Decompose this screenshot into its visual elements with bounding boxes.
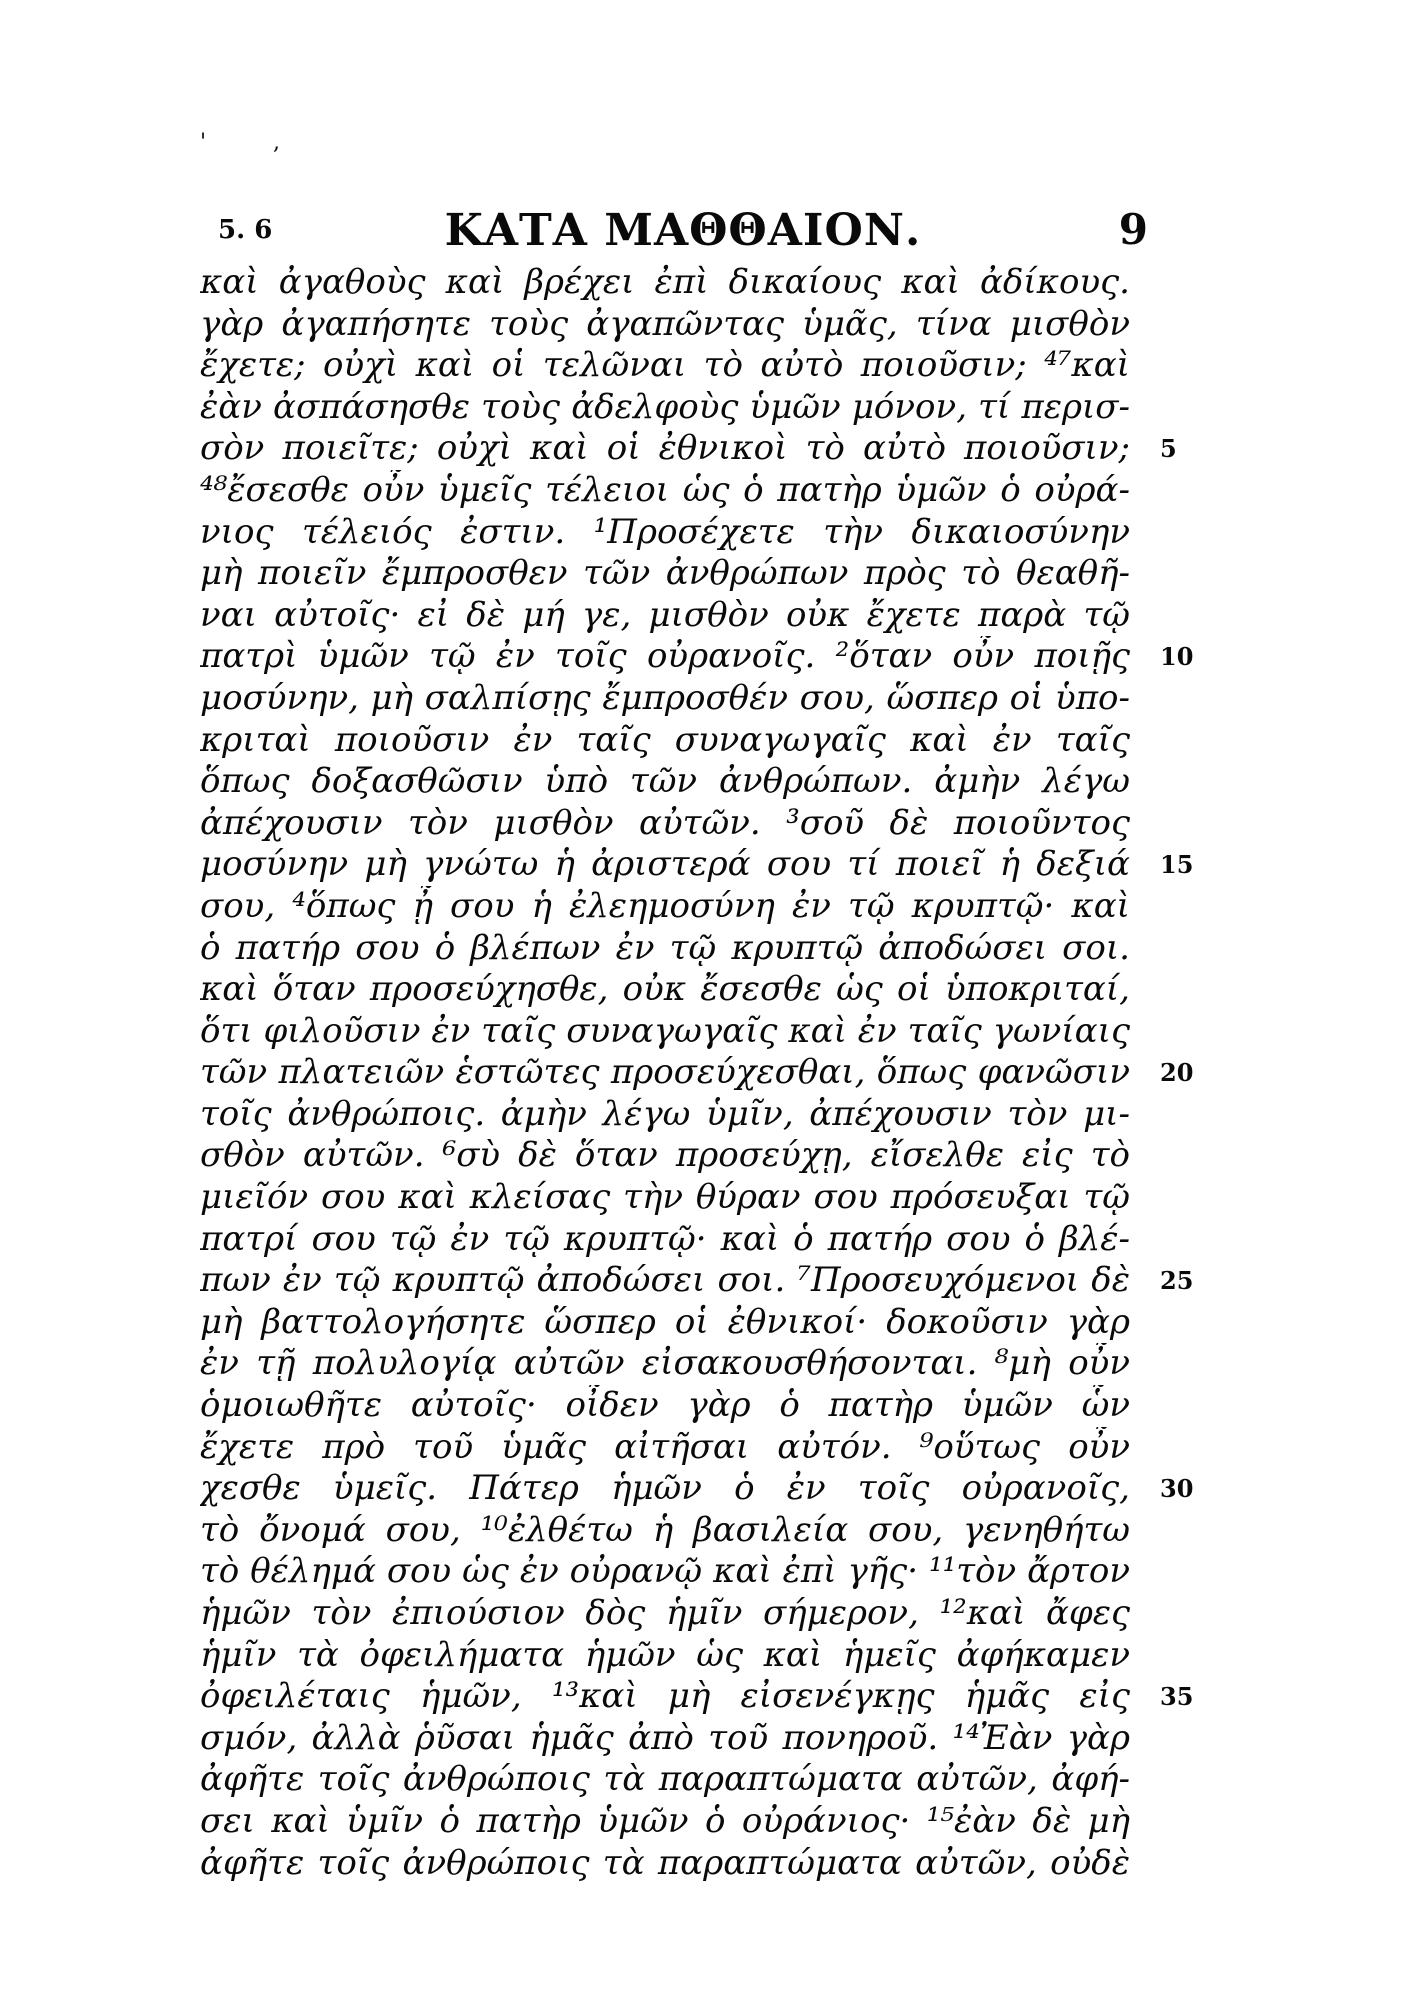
line-text: ἔχετε πρὸ τοῦ ὑμᾶς αἰτῆσαι αὐτόν. ⁹οὕτως οὖν	[200, 1426, 1130, 1467]
line-text: ὀφειλέταις ἡμῶν, ¹³καὶ μὴ εἰσενέγκῃς ἡμᾶς εἰς	[200, 1676, 1130, 1717]
text-line	[200, 969, 1200, 1011]
text-line	[200, 636, 1200, 678]
line-text: ἡμῖν τὰ ὀφειλήματα ἡμῶν ὡς καὶ ἡμεῖς ἀφήκαμεν	[200, 1634, 1130, 1675]
line-text: σει καὶ ὑμῖν ὁ πατὴρ ὑμῶν ὁ οὐράνιος· ¹⁵ἐὰν δὲ μὴ	[200, 1800, 1130, 1841]
line-text: μοσύνην μὴ γνώτω ἡ ἀριστερά σου τί ποιεῖ ἡ δεξιά	[200, 844, 1130, 885]
running-header	[218, 205, 1148, 265]
line-number: 10	[1160, 642, 1194, 672]
line-text: ναι αὐτοῖς· εἰ δὲ μή γε, μισθὸν οὐκ ἔχετε παρὰ τῷ	[200, 594, 1130, 635]
text-line	[200, 1635, 1200, 1677]
text-line	[200, 1343, 1200, 1385]
line-number: 35	[1160, 1682, 1194, 1712]
text-line	[200, 886, 1200, 928]
line-text: τὸ θέλημά σου ὡς ἐν οὐρανῷ καὶ ἐπὶ γῆς· ¹¹τὸν ἄρτον	[200, 1551, 1130, 1592]
line-text: ὅτι φιλοῦσιν ἐν ταῖς συναγωγαῖς καὶ ἐν ταῖς γωνίαις	[200, 1010, 1130, 1051]
line-text: πατρί σου τῷ ἐν τῷ κρυπτῷ· καὶ ὁ πατήρ σου ὁ βλέ-	[200, 1218, 1130, 1259]
line-text: ὁ πατήρ σου ὁ βλέπων ἐν τῷ κρυπτῷ ἀποδώσει σοι.	[200, 927, 1130, 968]
line-text: τῶν πλατειῶν ἑστῶτες προσεύχεσθαι, ὅπως φανῶσιν	[200, 1052, 1130, 1093]
line-text: πατρὶ ὑμῶν τῷ ἐν τοῖς οὐρανοῖς. ²ὅταν οὖν ποιῇς	[200, 636, 1130, 677]
text-line	[200, 844, 1200, 886]
running-title: ΚΑΤΑ ΜΑΘΘΑΙΟΝ.	[444, 205, 922, 256]
line-text: ἀπέχουσιν τὸν μισθὸν αὐτῶν. ³σοῦ δὲ ποιοῦντος	[200, 802, 1130, 843]
line-text: ἔχετε; οὐχὶ καὶ οἱ τελῶναι τὸ αὐτὸ ποιοῦσιν; ⁴⁷καὶ	[200, 345, 1130, 386]
text-line	[200, 720, 1200, 762]
text-line	[200, 595, 1200, 637]
line-text: σμόν, ἀλλὰ ῥῦσαι ἡμᾶς ἀπὸ τοῦ πονηροῦ. ¹⁴Ἐὰν γὰρ	[200, 1717, 1130, 1758]
text-line	[200, 678, 1200, 720]
text-line	[200, 1843, 1200, 1885]
line-text: τὸ ὄνομά σου, ¹⁰ἐλθέτω ἡ βασιλεία σου, γενηθήτω	[200, 1509, 1130, 1550]
text-line	[200, 553, 1200, 595]
text-line	[200, 1510, 1200, 1552]
line-text: νιος τέλειός ἐστιν. ¹Προσέχετε τὴν δικαιοσύνην	[200, 511, 1130, 552]
line-number: 15	[1160, 850, 1194, 880]
text-line	[200, 1593, 1200, 1635]
text-line	[200, 345, 1200, 387]
text-line	[200, 1801, 1200, 1843]
text-line	[200, 761, 1200, 803]
line-text: ἐν τῇ πολυλογίᾳ αὐτῶν εἰσακουσθήσονται. ⁸μὴ οὖν	[200, 1343, 1130, 1384]
line-text: μὴ ποιεῖν ἔμπροσθεν τῶν ἀνθρώπων πρὸς τὸ θεαθῆ-	[200, 553, 1130, 594]
text-line	[200, 304, 1200, 346]
text-line	[200, 1427, 1200, 1469]
text-line	[200, 928, 1200, 970]
text-line	[200, 1385, 1200, 1427]
line-number: 20	[1160, 1058, 1194, 1088]
line-text: μιεῖόν σου καὶ κλείσας τὴν θύραν σου πρόσευξαι τῷ	[200, 1177, 1130, 1218]
page-number: 9	[1118, 205, 1148, 254]
text-line	[200, 1551, 1200, 1593]
line-text: μὴ βαττολογήσητε ὥσπερ οἱ ἐθνικοί· δοκοῦσιν γὰρ	[200, 1301, 1130, 1342]
text-line	[200, 1260, 1200, 1302]
text-line	[200, 1177, 1200, 1219]
text-line	[200, 512, 1200, 554]
text-line	[200, 1219, 1200, 1261]
text-line	[200, 1011, 1200, 1053]
top-marks: ' ,	[200, 130, 311, 155]
line-text: μοσύνην, μὴ σαλπίσῃς ἔμπροσθέν σου, ὥσπερ οἱ ὑπο-	[200, 677, 1130, 718]
text-line	[200, 1052, 1200, 1094]
text-line	[200, 1759, 1200, 1801]
line-number: 5	[1160, 434, 1177, 464]
text-line	[200, 1135, 1200, 1177]
text-line	[200, 1468, 1200, 1510]
line-text: ⁴⁸ἔσεσθε οὖν ὑμεῖς τέλειοι ὡς ὁ πατὴρ ὑμῶν ὁ οὐρά-	[200, 469, 1130, 510]
line-text: ἐὰν ἀσπάσησθε τοὺς ἀδελφοὺς ὑμῶν μόνον, τί περισ-	[200, 386, 1130, 427]
line-text: ἀφῆτε τοῖς ἀνθρώποις τὰ παραπτώματα αὐτῶν, οὐδὲ	[200, 1842, 1130, 1883]
line-number: 30	[1160, 1474, 1194, 1504]
line-text: καὶ ὅταν προσεύχησθε, οὐκ ἔσεσθε ὡς οἱ ὑποκριταί,	[200, 969, 1130, 1010]
text-line	[200, 387, 1200, 429]
text-line	[200, 803, 1200, 845]
text-line	[200, 1094, 1200, 1136]
line-number: 25	[1160, 1266, 1194, 1296]
line-text: κριταὶ ποιοῦσιν ἐν ταῖς συναγωγαῖς καὶ ἐν ταῖς	[200, 719, 1130, 760]
text-line	[200, 1718, 1200, 1760]
line-text: καὶ ἀγαθοὺς καὶ βρέχει ἐπὶ δικαίους καὶ ἀδίκους.	[200, 262, 1130, 302]
line-text: ἡμῶν τὸν ἐπιούσιον δὸς ἡμῖν σήμερον, ¹²καὶ ἄφες	[200, 1593, 1130, 1633]
line-text: πων ἐν τῷ κρυπτῷ ἀποδώσει σοι. ⁷Προσευχόμενοι δὲ	[200, 1260, 1130, 1301]
line-text: τοῖς ἀνθρώποις. ἀμὴν λέγω ὑμῖν, ἀπέχουσιν τὸν μι-	[200, 1093, 1130, 1134]
line-text: ὁμοιωθῆτε αὐτοῖς· οἶδεν γὰρ ὁ πατὴρ ὑμῶν ὧν	[200, 1385, 1130, 1426]
line-text: σου, ⁴ὅπως ᾖ σου ἡ ἐλεημοσύνη ἐν τῷ κρυπτῷ· καὶ	[200, 885, 1130, 926]
text-line	[200, 1676, 1200, 1718]
body-text	[200, 262, 1200, 1884]
line-text: σθὸν αὐτῶν. ⁶σὺ δὲ ὅταν προσεύχῃ, εἴσελθε εἰς τὸ	[200, 1135, 1130, 1176]
line-text: γὰρ ἀγαπήσητε τοὺς ἀγαπῶντας ὑμᾶς, τίνα μισθὸν	[200, 303, 1130, 344]
chapter-reference: 5. 6	[218, 215, 273, 245]
text-line	[200, 1302, 1200, 1344]
text-line	[200, 428, 1200, 470]
line-text: χεσθε ὑμεῖς. Πάτερ ἡμῶν ὁ ἐν τοῖς οὐρανοῖς,	[200, 1468, 1130, 1509]
text-line	[200, 262, 1200, 304]
line-text: ἀφῆτε τοῖς ἀνθρώποις τὰ παραπτώματα αὐτῶν, ἀφή-	[200, 1759, 1130, 1800]
text-line	[200, 470, 1200, 512]
line-text: σὸν ποιεῖτε; οὐχὶ καὶ οἱ ἐθνικοὶ τὸ αὐτὸ ποιοῦσιν;	[200, 428, 1130, 469]
line-text: ὅπως δοξασθῶσιν ὑπὸ τῶν ἀνθρώπων. ἀμὴν λέγω	[200, 761, 1130, 802]
